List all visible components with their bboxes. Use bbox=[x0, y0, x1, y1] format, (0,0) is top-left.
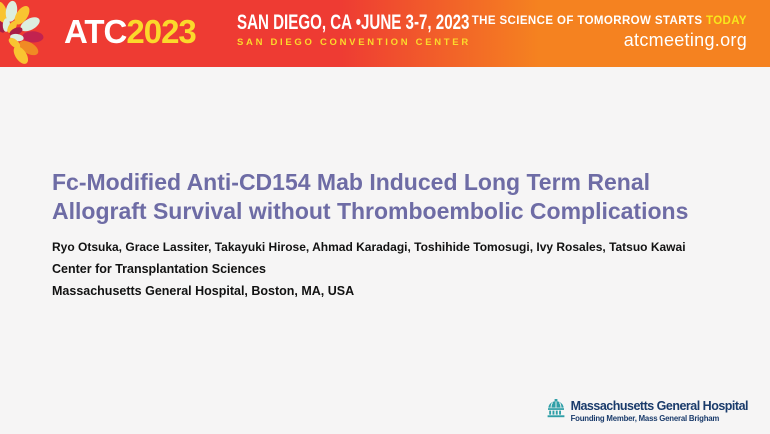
atc-year-text: 2023 bbox=[126, 13, 196, 50]
atc-2023-wordmark bbox=[64, 15, 196, 48]
conference-banner bbox=[0, 0, 770, 67]
venue-dates: SAN DIEGO, CA •JUNE 3-7, 2023 bbox=[237, 11, 470, 34]
author-list: Ryo Otsuka, Grace Lassiter, Takayuki Hirose, Ahmad Karadagi, Toshihide Tomosugi, Ivy Rosales, Tatsuo Kawai bbox=[52, 240, 686, 254]
atc-floral-logo bbox=[0, 0, 64, 67]
mgh-founding-tagline: Founding Member, Mass General Brigham bbox=[570, 414, 720, 423]
dome-building-icon bbox=[547, 399, 565, 418]
venue-location: SAN DIEGO CONVENTION CENTER bbox=[237, 37, 471, 48]
mgh-logo-lockup bbox=[547, 399, 748, 423]
byline-block bbox=[52, 236, 686, 302]
conference-website: atcmeeting.org bbox=[623, 30, 747, 50]
conference-tagline bbox=[472, 15, 747, 27]
slide-title: Fc-Modified Anti-CD154 Mab Induced Long Term Renal Allograft Survival without Thromboembolic Complications bbox=[52, 169, 689, 224]
banner-right-block bbox=[472, 15, 747, 51]
tagline-prefix: THE SCIENCE OF TOMORROW STARTS bbox=[471, 15, 706, 27]
tagline-highlight: TODAY bbox=[706, 15, 747, 27]
affiliation-hospital: Massachusetts General Hospital, Boston, MA, USA bbox=[52, 284, 355, 298]
atc-wordmark-text: ATC bbox=[64, 13, 127, 50]
mgh-hospital-name: Massachusetts General Hospital bbox=[570, 399, 748, 413]
mgh-text-block bbox=[571, 399, 748, 423]
affiliation-center: Center for Transplantation Sciences bbox=[52, 262, 266, 276]
